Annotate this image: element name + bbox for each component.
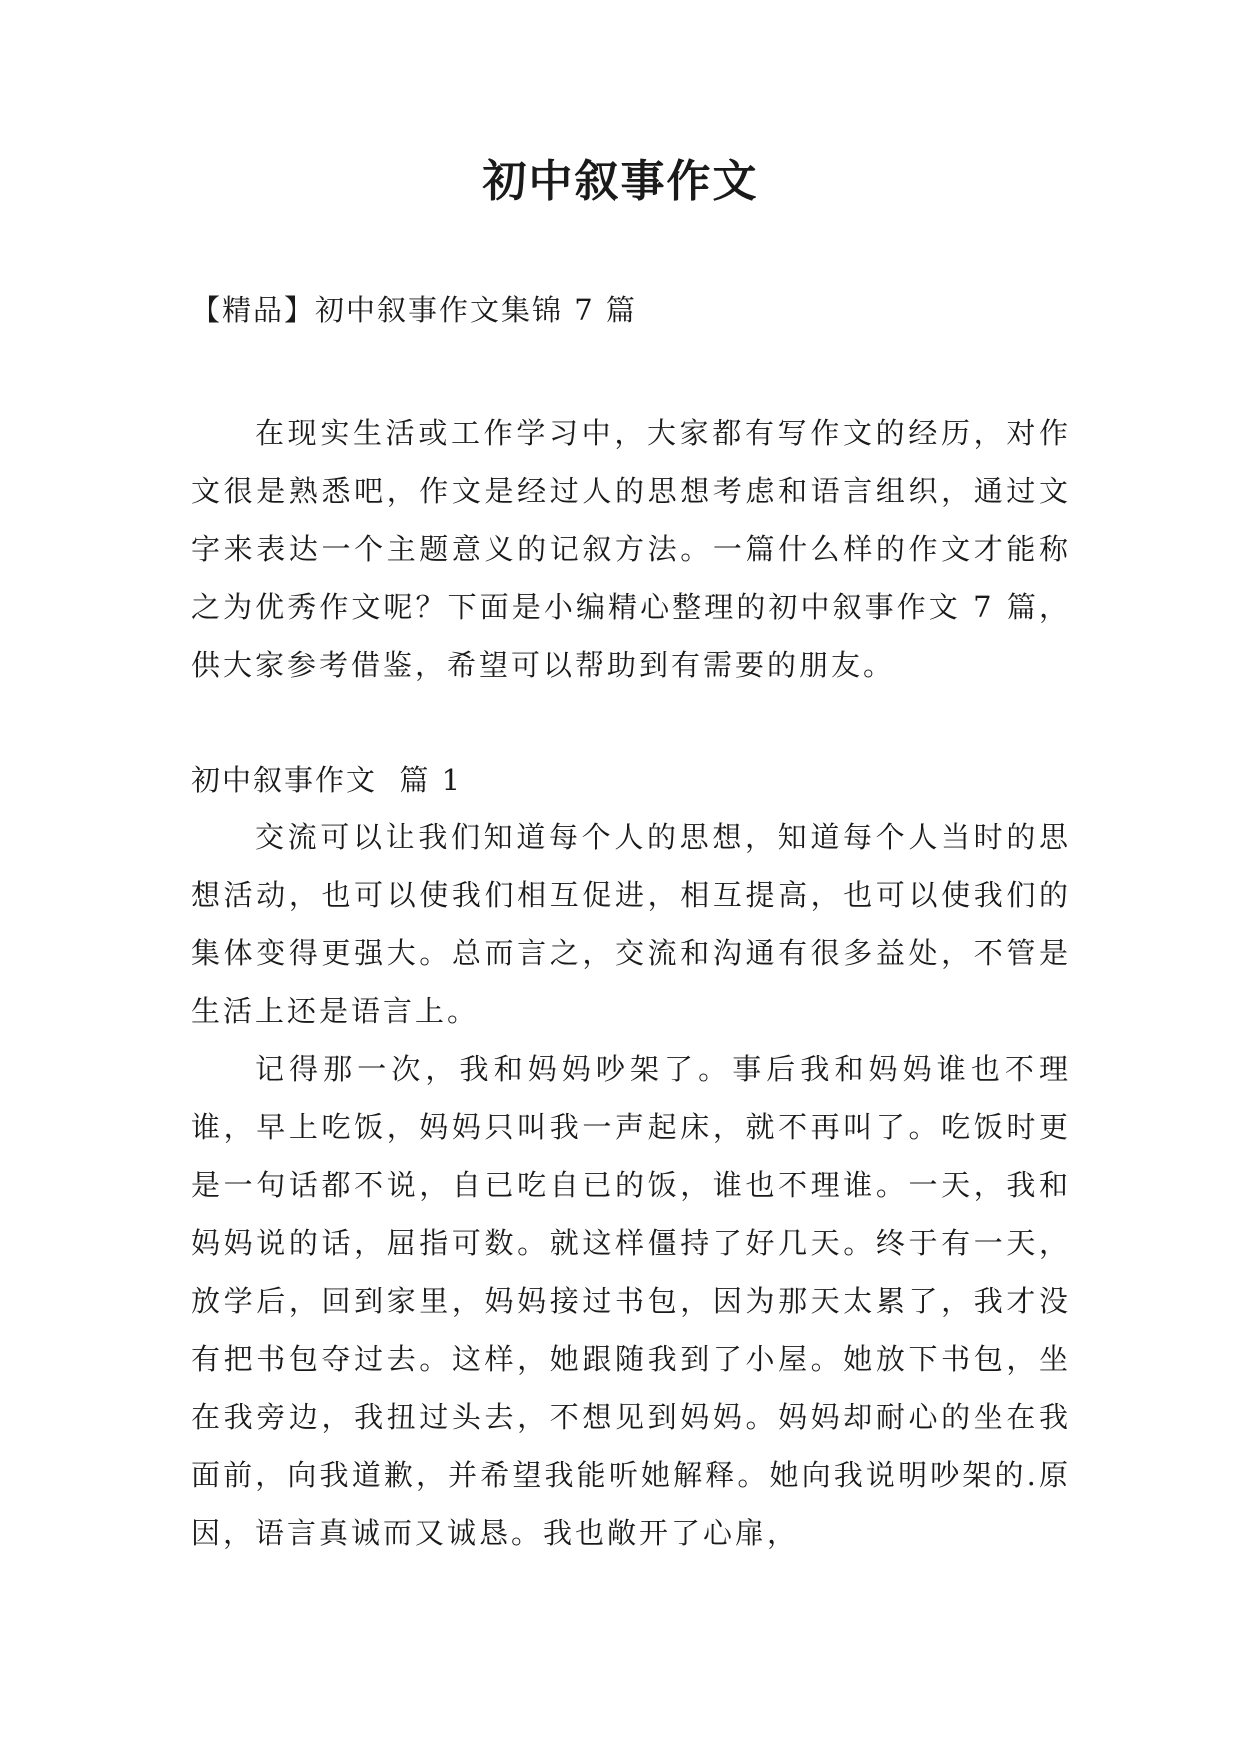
intro-paragraph: 在现实生活或工作学习中，大家都有写作文的经历，对作文很是熟悉吧，作文是经过人的思想考虑和语言组织，通过文字来表达一个主题意义的记叙方法。一篇什么样的作文才能称之为优秀作文呢？下面是小编精心整理的初中叙事作文 7 篇，供大家参考借鉴，希望可以帮助到有需要的朋友。 [191,416,1071,682]
body-paragraph-2: 记得那一次，我和妈妈吵架了。事后我和妈妈谁也不理谁，早上吃饭，妈妈只叫我一声起床，就不再叫了。吃饭时更是一句话都不说，自已吃自已的饭，谁也不理谁。一天，我和妈妈说的话，屈指可数。就这样僵持了好几天。终于有一天，放学后，回到家里，妈妈接过书包，因为那天太累了，我才没有把书包夺过去。这样，她跟随我到了小屋。她放下书包，坐在我旁边，我扭过头去，不想见到妈妈。妈妈却耐心的坐在我面前，向我道歉，并希望我能听她解释。她向我说明吵架的.原因，语言真诚而又诚恳。我也敞开了心扉， [191,1052,1071,1550]
section-title: 初中叙事作文 篇 1 [191,763,463,797]
document-title: 初中叙事作文 [482,156,759,207]
document-subtitle: 【精品】初中叙事作文集锦 7 篇 [191,293,637,327]
body-paragraph-1: 交流可以让我们知道每个人的思想，知道每个人当时的思想活动，也可以使我们相互促进，相互提高，也可以使我们的集体变得更强大。总而言之，交流和沟通有很多益处，不管是生活上还是语言上。 [191,820,1071,1028]
